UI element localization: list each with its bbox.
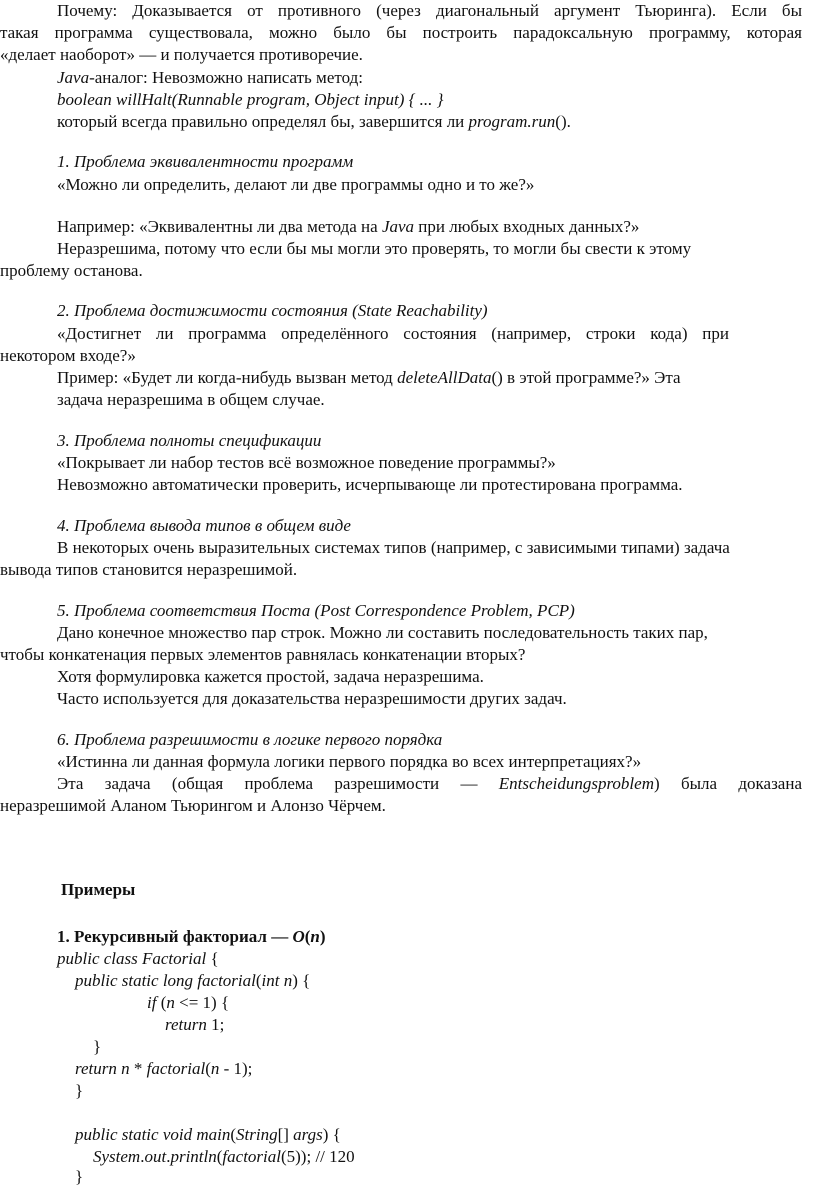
code-dot-2: . <box>166 1147 171 1166</box>
section-3-result: Невозможно автоматически проверить, исчерпывающе ли протестирована программа. <box>57 475 683 494</box>
section-2-question-line-1: «Достигнет ли программа определённого состояния (например, строки кода) при <box>57 324 729 343</box>
section-1-example <box>57 216 639 238</box>
section-3-title: 3. Проблема полноты спецификации <box>57 431 322 450</box>
n-var: n <box>310 927 320 946</box>
method-description-end: (). <box>555 112 571 131</box>
code-main-decl: public static void main <box>75 1125 231 1144</box>
code-return: return <box>165 1015 207 1034</box>
code-if-paren: ( <box>156 993 167 1012</box>
code-return-val: 1; <box>206 1015 225 1034</box>
code-mul: * <box>129 1059 147 1078</box>
section-5-line-3: Хотя формулировка кажется простой, задача неразрешима. <box>57 667 484 686</box>
java-analog-text: -аналог: Невозможно написать метод: <box>89 68 363 87</box>
code-comment: (5)); // 120 <box>280 1147 355 1166</box>
section-4-line-2: вывода типов становится неразрешимой. <box>0 560 298 579</box>
section-1-question: «Можно ли определить, делают ли две программы одно и то же?» <box>57 175 535 194</box>
code-if: if <box>147 993 157 1012</box>
section-6-line-1c: ) была доказана <box>653 774 802 793</box>
code-factorial-call-2: factorial <box>222 1147 281 1166</box>
section-5-line-2: чтобы конкатенация первых элементов равнялась конкатенации вторых? <box>0 645 526 664</box>
section-6-line-1 <box>57 773 802 795</box>
code-if-n: n <box>166 993 175 1012</box>
entscheidungsproblem: Entscheidungsproblem <box>498 774 654 793</box>
section-6-question: «Истинна ли данная формула логики первого порядка во всех интерпретациях?» <box>57 752 642 771</box>
intro-line-2: такая программа существовала, можно было бы построить парадоксальную программу, которая <box>0 23 802 42</box>
code-args: args <box>293 1125 323 1144</box>
section-4-line-1: В некоторых очень выразительных системах типов (например, с зависимыми типами) задача <box>57 538 730 557</box>
code-println: println <box>170 1147 217 1166</box>
intro-line-3: «делает наоборот» — и получается противоречие. <box>0 45 363 64</box>
section-2-title: 2. Проблема достижимости состояния (State Reachability) <box>57 301 488 320</box>
code-line-7: } <box>75 1081 84 1100</box>
section-1-example-c: при любых входных данных?» <box>414 217 640 236</box>
code-return-n: return n <box>75 1059 130 1078</box>
section-1-example-a: Например: «Эквивалентны ли два метода на <box>57 217 382 236</box>
section-1-example-java: Java <box>381 217 415 236</box>
code-paren-brace: ) { <box>292 971 311 990</box>
code-main-close: ) { <box>322 1125 341 1144</box>
paren-close: ) <box>319 927 326 946</box>
section-2-example-a: Пример: «Будет ли когда-нибудь вызван метод <box>57 368 398 387</box>
method-signature: boolean willHalt(Runnable program, Object input) { ... } <box>57 90 444 109</box>
code-string-type: String <box>236 1125 278 1144</box>
code-line-9 <box>93 1146 355 1168</box>
section-1-reason-line-1: Неразрешима, потому что если бы мы могли это проверять, то могли бы свести к этому <box>57 239 692 258</box>
section-2-example-c: () в этой программе?» Эта <box>491 368 681 387</box>
big-o: O <box>292 927 305 946</box>
code-line-1 <box>57 948 219 970</box>
code-line-3 <box>147 992 229 1014</box>
code-line-2 <box>75 970 310 992</box>
example-1-title-text: 1. Рекурсивный факториал — <box>57 927 293 946</box>
code-paren: ( <box>255 971 262 990</box>
paren-open: ( <box>304 927 311 946</box>
section-5-title: 5. Проблема соответствия Поста (Post Correspondence Problem, PCP) <box>57 601 575 620</box>
section-1-title: 1. Проблема эквивалентности программ <box>57 152 354 171</box>
section-5-line-1: Дано конечное множество пар строк. Можно ли составить последовательность таких пар, <box>57 623 708 642</box>
code-call-paren: ( <box>205 1059 211 1078</box>
section-3-question: «Покрывает ли набор тестов всё возможное поведение программы?» <box>57 453 556 472</box>
code-system: System <box>93 1147 141 1166</box>
section-2-result: задача неразрешима в общем случае. <box>57 390 325 409</box>
java-analog-line <box>57 67 363 89</box>
code-call-n: n <box>210 1059 220 1078</box>
code-call-rest: - 1); <box>219 1059 253 1078</box>
section-2-question-line-2: некотором входе?» <box>0 346 136 365</box>
program-run-code: program.run <box>468 112 556 131</box>
section-6-title: 6. Проблема разрешимости в логике первого порядка <box>57 730 443 749</box>
section-6-line-1a: Эта задача (общая проблема разрешимости — <box>57 774 499 793</box>
code-println-paren: ( <box>216 1147 223 1166</box>
method-description <box>57 111 571 133</box>
code-line-5: } <box>93 1037 102 1056</box>
example-1-title <box>57 926 326 948</box>
intro-line-1: Почему: Доказывается от противного (через диагональный аргумент Тьюринга). Если бы <box>57 1 802 20</box>
method-description-text: который всегда правильно определял бы, завершится ли <box>57 112 469 131</box>
code-class-decl: public class Factorial <box>57 949 207 968</box>
code-if-cond: <= 1) { <box>174 993 230 1012</box>
code-factorial-call: factorial <box>146 1059 206 1078</box>
section-4-title: 4. Проблема вывода типов в общем виде <box>57 516 351 535</box>
code-method-decl: public static long factorial <box>75 971 256 990</box>
code-line-10: } <box>75 1167 84 1186</box>
section-5-line-4: Часто используется для доказательства неразрешимости других задач. <box>57 689 567 708</box>
section-6-line-2: неразрешимой Аланом Тьюрингом и Алонзо Чёрчем. <box>0 796 386 815</box>
section-2-example-method: deleteAllData <box>397 368 492 387</box>
code-dot-1: . <box>140 1147 145 1166</box>
code-param: int n <box>261 971 293 990</box>
code-brackets: [] <box>277 1125 294 1144</box>
code-brace: { <box>206 949 219 968</box>
code-line-6 <box>75 1058 252 1080</box>
code-line-8 <box>75 1124 341 1146</box>
code-main-paren: ( <box>230 1125 237 1144</box>
code-line-4 <box>165 1014 224 1036</box>
section-2-example <box>57 367 681 389</box>
java-word: Java <box>57 68 90 87</box>
section-1-reason-line-2: проблему останова. <box>0 261 143 280</box>
code-out: out <box>144 1147 167 1166</box>
examples-heading: Примеры <box>61 880 136 899</box>
